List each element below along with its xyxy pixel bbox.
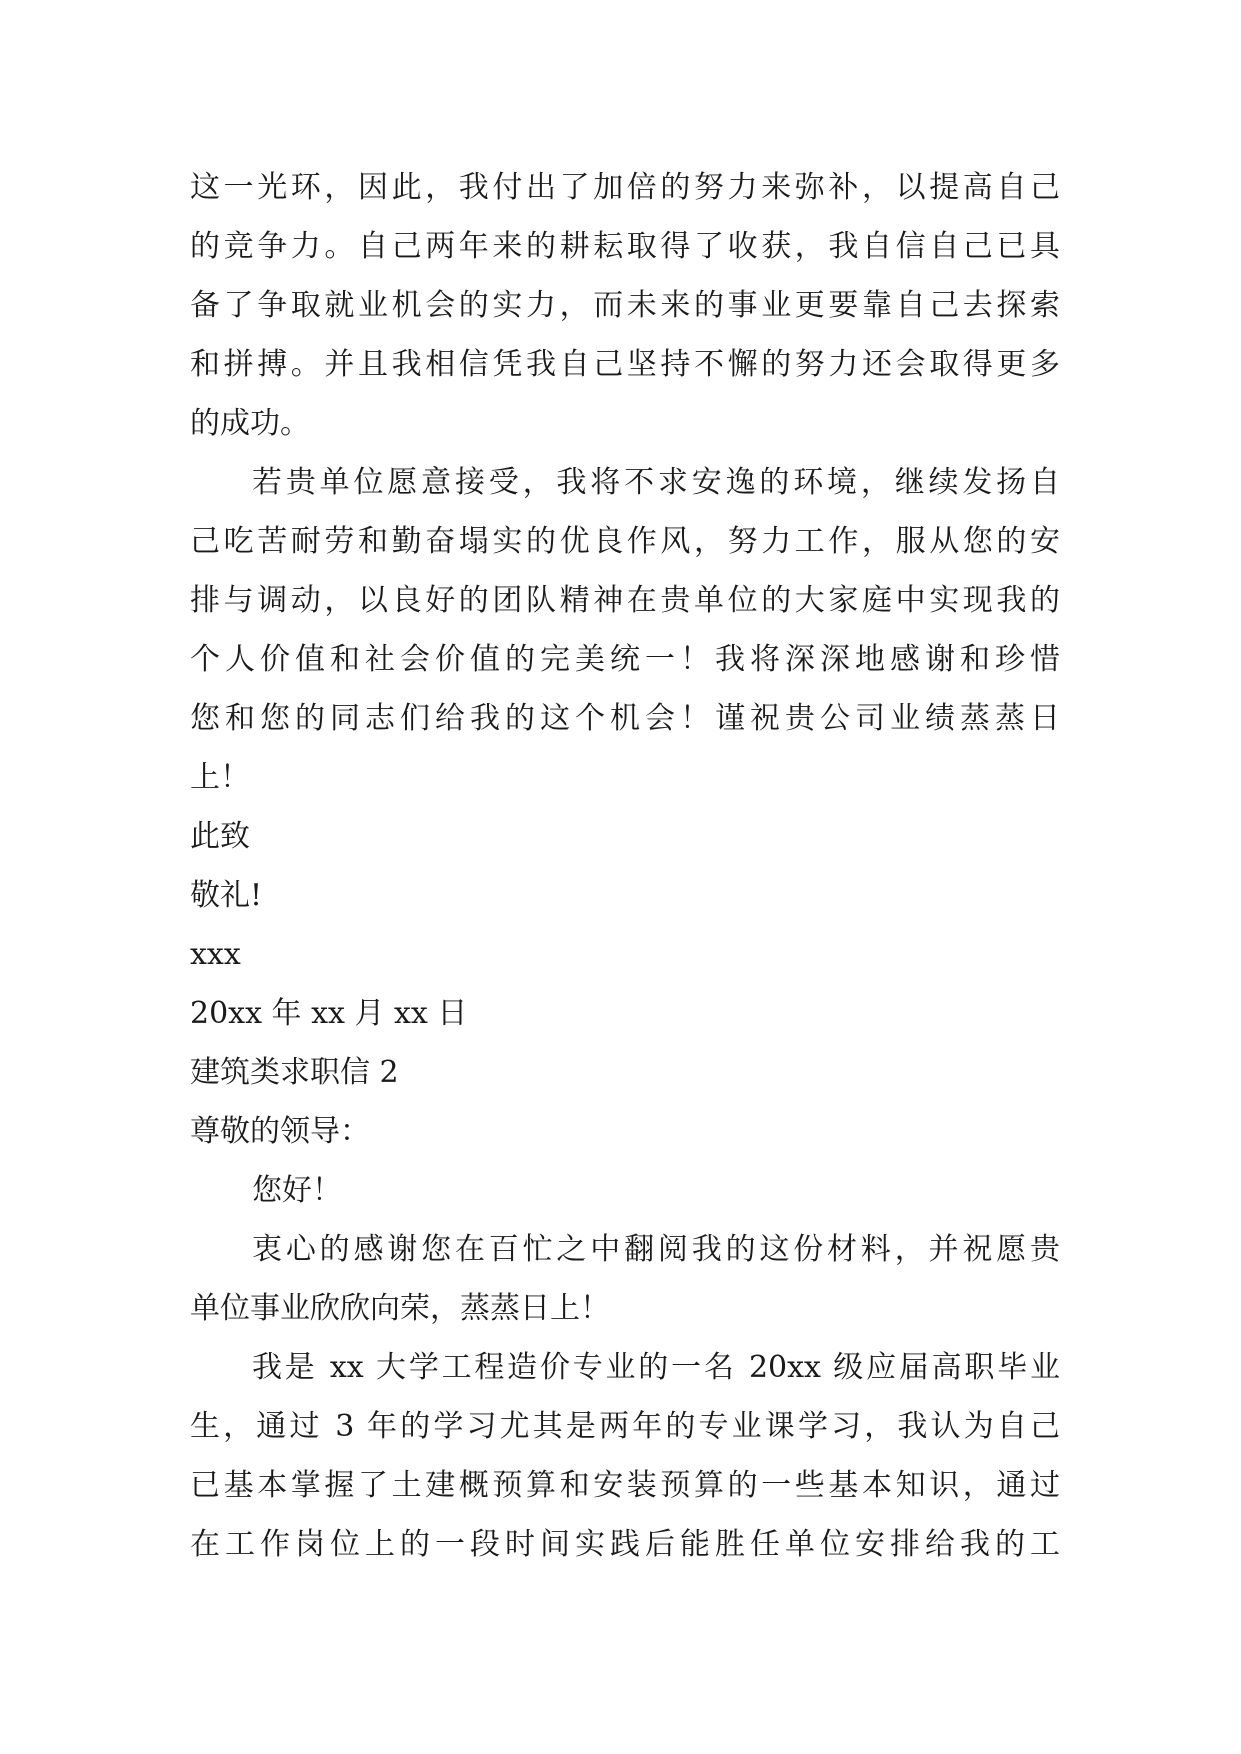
- text-line: 己吃苦耐劳和勤奋塌实的优良作风，努力工作，服从您的安: [190, 524, 1060, 559]
- text-line: 这一光环，因此，我付出了加倍的努力来弥补，以提高自己: [190, 170, 1060, 205]
- text-line: 衷心的感谢您在百忙之中翻阅我的这份材料，并祝愿贵: [252, 1232, 1060, 1267]
- letter-body: [190, 158, 1060, 1574]
- text-line: 和拼搏。并且我相信凭我自己坚持不懈的努力还会取得更多: [190, 347, 1060, 382]
- closing-regards: 敬礼!: [190, 878, 263, 913]
- text-line: 在工作岗位上的一段时间实践后能胜任单位安排给我的工: [190, 1527, 1060, 1562]
- text-line: 我是 xx 大学工程造价专业的一名 20xx 级应届高职毕业: [252, 1350, 1060, 1385]
- signature-name: xxx: [190, 937, 241, 972]
- text-line: 的成功。: [190, 406, 310, 441]
- section-title: 建筑类求职信 2: [190, 1055, 399, 1090]
- text-line: 上！: [190, 760, 250, 795]
- greeting-salutation: 尊敬的领导：: [190, 1114, 370, 1149]
- text-line: 单位事业欣欣向荣，蒸蒸日上！: [190, 1291, 610, 1326]
- text-line: 已基本掌握了土建概预算和安装预算的一些基本知识，通过: [190, 1468, 1060, 1503]
- text-line: 若贵单位愿意接受，我将不求安逸的环境，继续发扬自: [252, 465, 1060, 500]
- greeting: 您好！: [252, 1173, 342, 1208]
- text-line: 您和您的同志们给我的这个机会！谨祝贵公司业绩蒸蒸日: [190, 701, 1060, 736]
- text-line: 个人价值和社会价值的完美统一！我将深深地感谢和珍惜: [190, 642, 1060, 677]
- signature-date: 20xx 年 xx 月 xx 日: [190, 996, 468, 1031]
- text-line: 的竞争力。自己两年来的耕耘取得了收获，我自信自己已具: [190, 229, 1060, 264]
- closing-salutation: 此致: [190, 819, 250, 854]
- text-line: 备了争取就业机会的实力，而未来的事业更要靠自己去探索: [190, 288, 1060, 323]
- text-line: 生，通过 3 年的学习尤其是两年的专业课学习，我认为自己: [190, 1409, 1060, 1444]
- text-line: 排与调动，以良好的团队精神在贵单位的大家庭中实现我的: [190, 583, 1060, 618]
